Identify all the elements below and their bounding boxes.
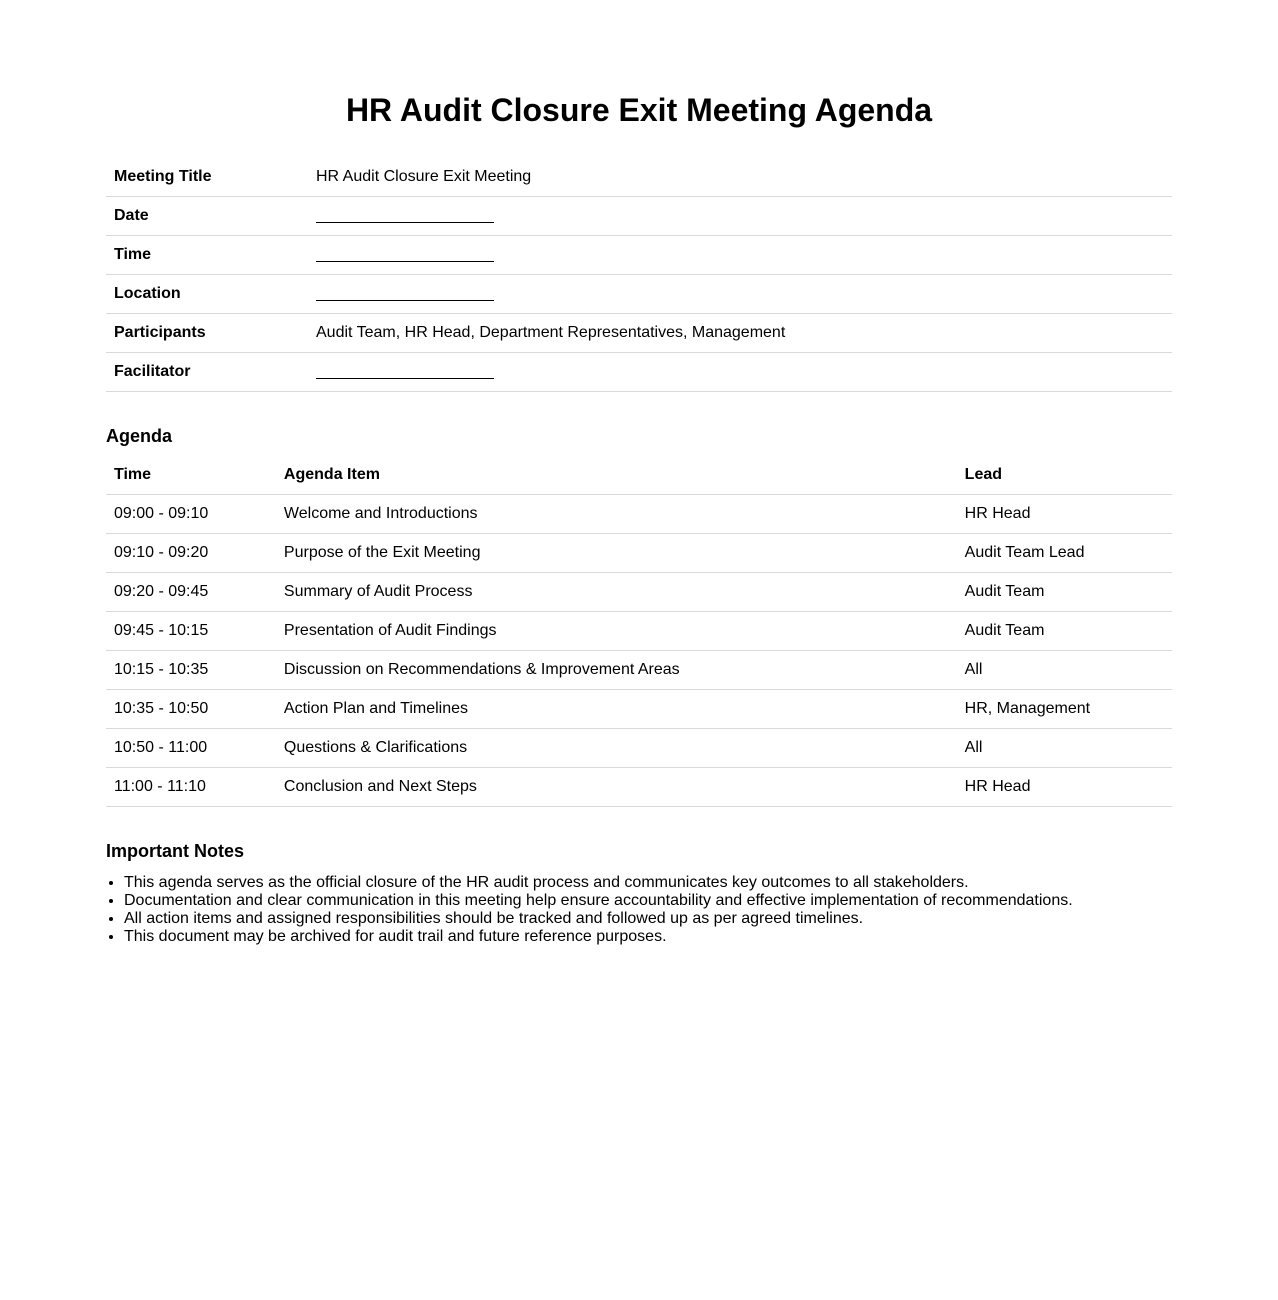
agenda-time: 09:45 - 10:15 bbox=[106, 612, 276, 651]
info-row-date bbox=[106, 197, 1172, 236]
agenda-time: 09:20 - 09:45 bbox=[106, 573, 276, 612]
list-item: • Documentation and clear communication in this meeting help ensure accountability and effective implementation of recommendations. bbox=[124, 892, 1172, 910]
notes-list bbox=[106, 874, 1172, 946]
blank-fill-line bbox=[316, 206, 494, 223]
list-item: • All action items and assigned responsibilities should be tracked and followed up as per agreed timelines. bbox=[124, 910, 1172, 928]
agenda-lead: Audit Team Lead bbox=[957, 534, 1172, 573]
blank-fill-line bbox=[316, 284, 494, 301]
info-value: HR Audit Closure Exit Meeting bbox=[308, 158, 1172, 197]
table-row bbox=[106, 573, 1172, 612]
notes-heading: Important Notes bbox=[106, 841, 245, 861]
info-label: Participants bbox=[106, 314, 308, 353]
info-row-participants bbox=[106, 314, 1172, 353]
agenda-item: Discussion on Recommendations & Improvement Areas bbox=[276, 651, 957, 690]
table-row bbox=[106, 495, 1172, 534]
agenda-lead: All bbox=[957, 651, 1172, 690]
info-row-time bbox=[106, 236, 1172, 275]
table-row bbox=[106, 651, 1172, 690]
info-label: Meeting Title bbox=[106, 158, 308, 197]
info-label: Time bbox=[106, 236, 308, 275]
agenda-time: 10:35 - 10:50 bbox=[106, 690, 276, 729]
agenda-item: Conclusion and Next Steps bbox=[276, 768, 957, 807]
info-row-meeting-title bbox=[106, 158, 1172, 197]
table-row bbox=[106, 768, 1172, 807]
agenda-time: 09:10 - 09:20 bbox=[106, 534, 276, 573]
agenda-header-row bbox=[106, 456, 1172, 495]
agenda-time: 09:00 - 09:10 bbox=[106, 495, 276, 534]
table-row bbox=[106, 690, 1172, 729]
agenda-lead: HR Head bbox=[957, 768, 1172, 807]
table-row bbox=[106, 612, 1172, 651]
info-value bbox=[308, 236, 1172, 275]
agenda-lead: HR Head bbox=[957, 495, 1172, 534]
agenda-item: Purpose of the Exit Meeting bbox=[276, 534, 957, 573]
table-row bbox=[106, 729, 1172, 768]
info-label: Location bbox=[106, 275, 308, 314]
agenda-table bbox=[106, 456, 1172, 807]
page-title: HR Audit Closure Exit Meeting Agenda bbox=[345, 92, 933, 128]
agenda-lead: All bbox=[957, 729, 1172, 768]
meeting-info-table bbox=[106, 158, 1172, 392]
info-row-location bbox=[106, 275, 1172, 314]
list-item: • This document may be archived for audit trail and future reference purposes. bbox=[124, 928, 1172, 946]
column-header-lead: Lead bbox=[957, 456, 1172, 495]
info-value bbox=[308, 353, 1172, 392]
info-value: Audit Team, HR Head, Department Representatives, Management bbox=[308, 314, 1172, 353]
agenda-lead: Audit Team bbox=[957, 612, 1172, 651]
column-header-time: Time bbox=[106, 456, 276, 495]
info-value bbox=[308, 275, 1172, 314]
agenda-heading: Agenda bbox=[106, 426, 173, 446]
column-header-agenda-item: Agenda Item bbox=[276, 456, 957, 495]
blank-fill-line bbox=[316, 245, 494, 262]
info-label: Facilitator bbox=[106, 353, 308, 392]
agenda-item: Summary of Audit Process bbox=[276, 573, 957, 612]
agenda-lead: HR, Management bbox=[957, 690, 1172, 729]
table-row bbox=[106, 534, 1172, 573]
info-row-facilitator bbox=[106, 353, 1172, 392]
agenda-item: Welcome and Introductions bbox=[276, 495, 957, 534]
agenda-item: Action Plan and Timelines bbox=[276, 690, 957, 729]
blank-fill-line bbox=[316, 362, 494, 379]
agenda-time: 11:00 - 11:10 bbox=[106, 768, 276, 807]
info-label: Date bbox=[106, 197, 308, 236]
agenda-time: 10:50 - 11:00 bbox=[106, 729, 276, 768]
agenda-lead: Audit Team bbox=[957, 573, 1172, 612]
agenda-item: Presentation of Audit Findings bbox=[276, 612, 957, 651]
agenda-item: Questions & Clarifications bbox=[276, 729, 957, 768]
info-value bbox=[308, 197, 1172, 236]
list-item: • This agenda serves as the official closure of the HR audit process and communicates key outcomes to all stakeholders. bbox=[124, 874, 1172, 892]
agenda-time: 10:15 - 10:35 bbox=[106, 651, 276, 690]
